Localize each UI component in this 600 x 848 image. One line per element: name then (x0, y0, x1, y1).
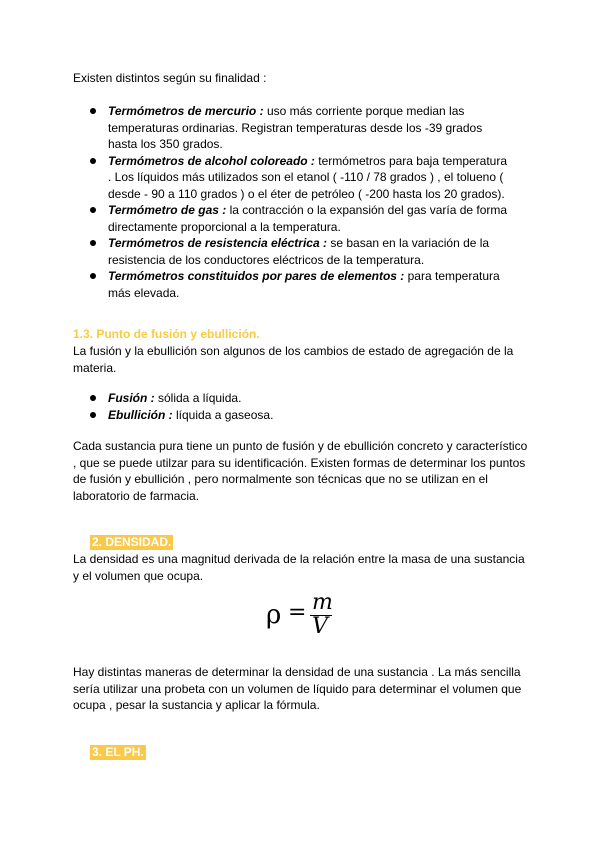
list-item-term: Fusión : (108, 391, 155, 405)
section-1-3-heading: 1.3. Punto de fusión y ebullición. (73, 327, 260, 341)
section-3-heading: 3. EL PH. (92, 745, 144, 759)
list-item-text: termómetros para baja temperatura . Los líquidos más utilizados son el etanol ( -110 / 78 grados ) , el tolueno ( desde - 90 a 110 grados ) o el éter de petróleo ( -200 hasta los 20 grados). (108, 153, 508, 201)
list-item (73, 235, 513, 268)
list-item-text: sólida a líquida. (154, 391, 242, 405)
bullet-icon (90, 412, 96, 418)
list-item-text: la contracción o la expansión del gas varía de forma directamente proporcional a la temperatura. (108, 203, 508, 234)
bullet-icon (90, 240, 96, 246)
list-item-term: Termómetros constituidos por pares de elementos : (108, 269, 405, 283)
list-item-term: Termómetro de gas : (108, 203, 227, 217)
thermometer-list (73, 103, 513, 301)
formula-numerator: m (312, 590, 333, 615)
list-item-text: líquida a gaseosa. (172, 407, 274, 422)
bullet-icon (90, 207, 96, 213)
list-item-text: se basan en la variación de la resistencia de los conductores eléctricos de la temperatura. (108, 236, 490, 267)
intro-text: Existen distintos según su finalidad : (73, 71, 267, 85)
list-item (73, 390, 513, 407)
list-item-term: Termómetros de mercurio : (108, 104, 264, 118)
section-2-paragraph: La densidad es una magnitud derivada de la relación entre la masa de una sustancia y el volumen que ocupa. (73, 552, 525, 583)
formula-equals: = (288, 600, 307, 625)
bullet-icon (90, 395, 96, 401)
section-2-paragraph-2: Hay distintas maneras de determinar la densidad de una sustancia . La más sencilla sería utilizar una probeta con un volumen de líquido para determinar el volumen que ocupa , pesar la sustancia y aplicar la fórmula. (73, 665, 522, 712)
section-1-3-paragraph: La fusión y la ebullición son algunos de los cambios de estado de agregación de la materia. (73, 344, 514, 375)
list-item-text: para temperatura más elevada. (108, 269, 500, 300)
list-item-term: Ebullición : (108, 407, 173, 422)
list-item-term: Termómetros de alcohol coloreado : (108, 153, 315, 168)
bullet-icon (90, 108, 96, 114)
bullet-icon (90, 273, 96, 279)
bullet-icon (90, 158, 96, 164)
section-1-3-paragraph-2: Cada sustancia pura tiene un punto de fusión y de ebullición concreto y característico , que se puede utilzar para su identificación. Existen formas de determinar los puntos de fusión y ebullición , pero normalmente son técnicas que no se utilizan en el laboratorio de farmacia. (73, 439, 528, 503)
formula-denominator: V (312, 614, 328, 639)
density-formula (262, 588, 342, 644)
formula-lhs: ρ (266, 600, 282, 630)
list-item (73, 202, 513, 235)
section-2-heading: 2. DENSIDAD. (92, 535, 172, 549)
state-change-list (73, 390, 513, 423)
list-item (73, 268, 513, 301)
list-item (73, 153, 513, 203)
list-item (73, 103, 513, 153)
list-item-term: Termómetros de resistencia eléctrica : (108, 236, 327, 250)
list-item (73, 407, 513, 424)
list-item-text: uso más corriente porque median las temperaturas ordinarias. Registran temperaturas desde los -39 grados hasta los 350 grados. (108, 104, 483, 151)
